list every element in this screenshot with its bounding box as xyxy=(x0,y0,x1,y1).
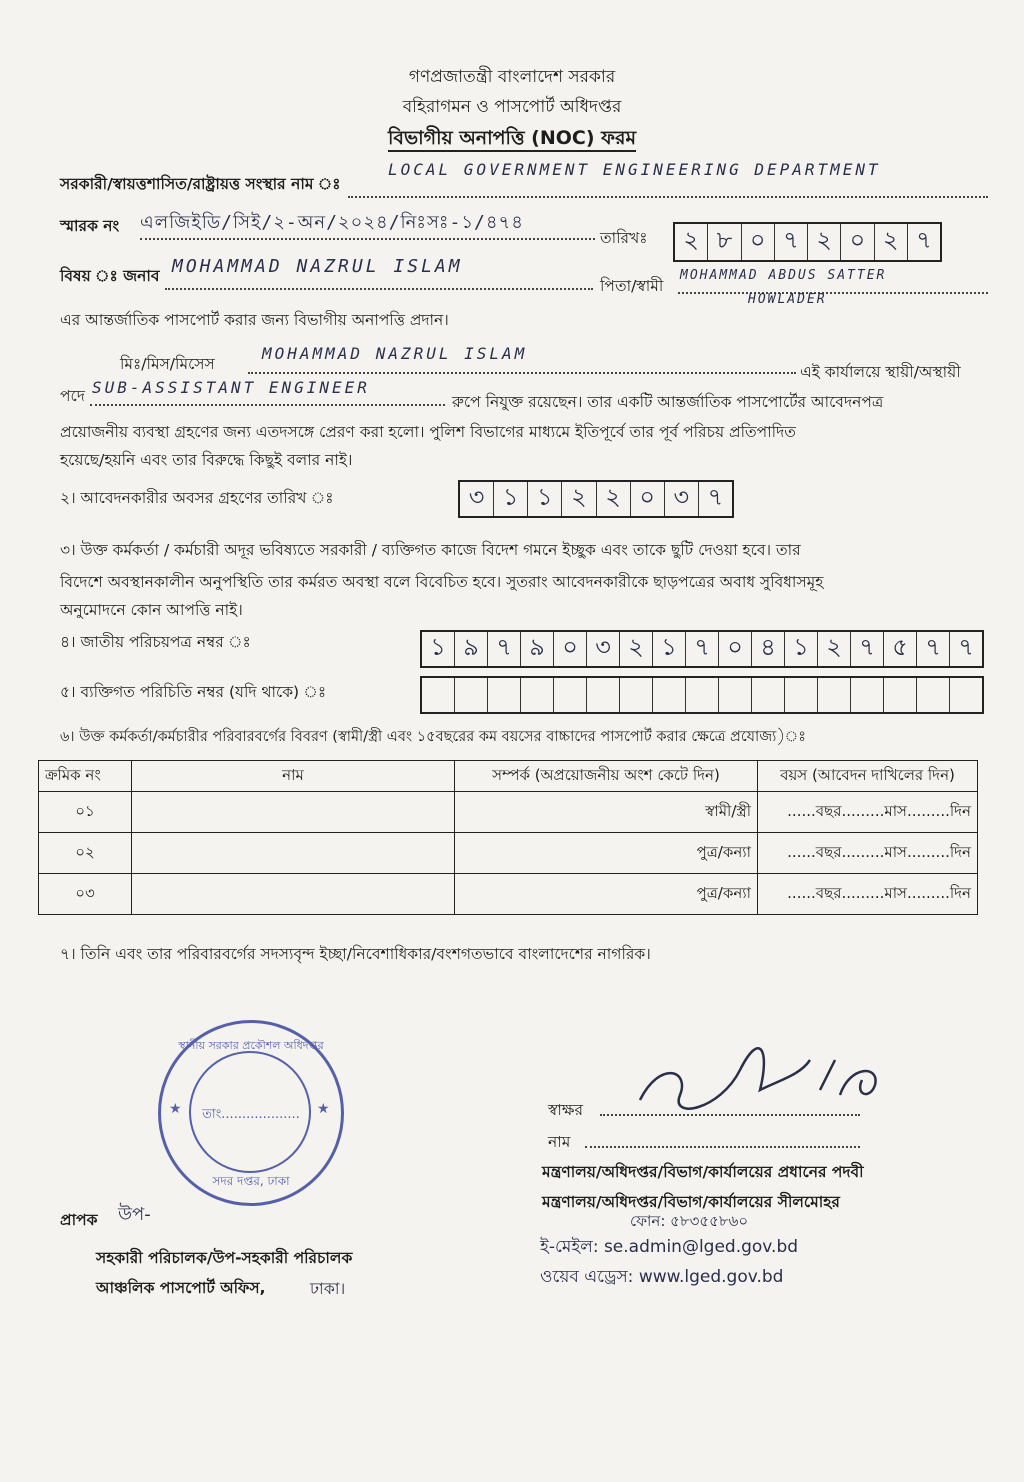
item7: ৭। তিনি এবং তার পরিবারবর্গের সদস্যবৃন্দ ইচ্ছা/নিবেশাধিকার/বংশগতভাবে বাংলাদেশের নাগরিক। xyxy=(60,945,651,963)
body-line4: হয়েছে/হয়নি এবং তার বিরুদ্ধে কিছুই বলার নাই। xyxy=(60,451,353,469)
pid-box xyxy=(455,678,488,712)
recipient-line1: সহকারী পরিচালক/উপ-সহকারী পরিচালক xyxy=(96,1249,353,1267)
nid-digit: ৫ xyxy=(884,632,917,666)
row-serial: ০১ xyxy=(39,792,132,833)
nid-digit: ২ xyxy=(818,632,851,666)
name-suffix: এই কার্যালয়ে স্থায়ী/অস্থায়ী xyxy=(800,363,961,381)
pid-boxes xyxy=(420,676,984,714)
seal-bottom-text: সদর দপ্তর, ঢাকা xyxy=(212,1174,290,1188)
table-row xyxy=(39,792,978,833)
col-name: নাম xyxy=(132,761,455,792)
handwritten-signature xyxy=(630,1040,900,1130)
pid-box xyxy=(752,678,785,712)
seal-date: তাং................... xyxy=(202,1107,300,1122)
row-name xyxy=(132,792,455,833)
nid-digit: ১ xyxy=(785,632,818,666)
date-digit: ২ xyxy=(875,224,908,260)
subject-value: MOHAMMAD NAZRUL ISLAM xyxy=(172,256,463,277)
nid-digit: ৯ xyxy=(455,632,488,666)
item3-line1: ৩। উক্ত কর্মকর্তা / কর্মচারী অদূর ভবিষ্যতে সরকারী / ব্যক্তিগত কাজে বিদেশ গমনে ইচ্ছুক এবং তাকে ছুটি দেওয়া হবে। তার xyxy=(60,541,801,559)
row-serial: ০৩ xyxy=(39,874,132,915)
pid-box xyxy=(554,678,587,712)
date-digit: ০ xyxy=(742,224,775,260)
office-underline xyxy=(348,196,988,198)
seal-top-text: স্থানীয় সরকার প্রকৌশল অধিদপ্তর xyxy=(178,1039,324,1052)
row-age: ......বছর.........মাস.........দিন xyxy=(758,792,978,833)
family-table xyxy=(38,760,978,915)
nid-digit: ২ xyxy=(620,632,653,666)
pid-box xyxy=(950,678,982,712)
form-title: বিভাগীয় অনাপত্তি (NOC) ফরম xyxy=(0,124,1024,156)
post-value: SUB-ASSISTANT ENGINEER xyxy=(92,378,370,397)
father-label: পিতা/স্বামী xyxy=(600,277,664,295)
recipient-label: প্রাপক xyxy=(60,1211,98,1229)
star-icon: ★ xyxy=(317,1101,330,1117)
nid-digit: ৭ xyxy=(851,632,884,666)
col-serial: ক্রমিক নং xyxy=(39,761,132,792)
name-label: নাম xyxy=(548,1133,571,1151)
pid-box xyxy=(620,678,653,712)
date-digit: ৮ xyxy=(708,224,741,260)
pid-box xyxy=(521,678,554,712)
date-digit: ৭ xyxy=(775,224,808,260)
row-name xyxy=(132,833,455,874)
nid-boxes xyxy=(420,630,984,668)
nid-digit: ৯ xyxy=(521,632,554,666)
govt-header: গণপ্রজাতন্ত্রী বাংলাদেশ সরকার xyxy=(408,67,616,87)
office-label: সরকারী/স্বায়ত্তশাসিত/রাষ্ট্রায়ত্ত সংস্থার নাম ঃ xyxy=(60,175,341,193)
designation-label: মন্ত্রণালয়/অধিদপ্তর/বিভাগ/কার্যালয়ের প্রধানের পদবী xyxy=(542,1163,864,1181)
post-underline xyxy=(90,404,445,406)
seal-label: মন্ত্রণালয়/অধিদপ্তর/বিভাগ/কার্যালয়ের সীলমোহর xyxy=(542,1193,840,1211)
email: ই-মেইল: se.admin@lged.gov.bd xyxy=(540,1237,799,1257)
date-label: তারিখঃ xyxy=(600,229,648,247)
pid-box xyxy=(422,678,455,712)
pid-box xyxy=(851,678,884,712)
memo-underline xyxy=(140,238,595,240)
body-line3: প্রয়োজনীয় ব্যবস্থা গ্রহণের জন্য এতদসঙ্গে প্রেরণ করা হলো। পুলিশ বিভাগের মাধ্যমে ইতিপূর্বে তার পূর্ব পরিচয় প্রতিপাদিত xyxy=(60,423,796,441)
row-serial: ০২ xyxy=(39,833,132,874)
subject-underline xyxy=(165,288,593,290)
post-suffix: রুপে নিযুক্ত রয়েছেন। তার একটি আন্তর্জাতিক পাসপোর্টের আবেদনপত্র xyxy=(452,393,884,411)
nid-digit: ৪ xyxy=(752,632,785,666)
pid-box xyxy=(488,678,521,712)
nid-digit: ০ xyxy=(554,632,587,666)
subject-label: বিষয় ঃ জনাব xyxy=(60,267,160,285)
pid-box xyxy=(917,678,950,712)
recipient-city: ঢাকা। xyxy=(310,1279,346,1298)
date-digit: ৭ xyxy=(916,226,932,254)
sign-label: স্বাক্ষর xyxy=(548,1101,584,1119)
nid-digit: ৩ xyxy=(587,632,620,666)
pid-box xyxy=(785,678,818,712)
nid-label: ৪। জাতীয় পরিচয়পত্র নম্বর ঃ xyxy=(60,633,251,651)
table-row xyxy=(39,833,978,874)
post-prefix: পদে xyxy=(60,387,85,405)
pid-box xyxy=(719,678,752,712)
recipient-line2: আঞ্চলিক পাসপোর্ট অফিস, xyxy=(96,1279,266,1297)
office-value: LOCAL GOVERNMENT ENGINEERING DEPARTMENT xyxy=(388,160,881,179)
pid-box xyxy=(653,678,686,712)
date-digit: ২ xyxy=(675,224,708,260)
father-underline xyxy=(678,292,988,294)
row-age: ......বছর.........মাস.........দিন xyxy=(758,874,978,915)
date-boxes xyxy=(673,222,942,262)
pid-box xyxy=(587,678,620,712)
family-label: ৬। উক্ত কর্মকর্তা/কর্মচারীর পরিবারবর্গের বিবরণ (স্বামী/স্ত্রী এবং ১৫বছরের কম বয়সের বাচ্চাদের পাসপোর্ট করার ক্ষেত্রে প্রযোজ্য)ঃ xyxy=(60,729,806,745)
nid-digit: ৭ xyxy=(686,632,719,666)
row-relation: পুত্র/কন্যা xyxy=(455,874,758,915)
table-row xyxy=(39,874,978,915)
subject-line2: এর আন্তর্জাতিক পাসপোর্ট করার জন্য বিভাগীয় অনাপত্তি প্রদান। xyxy=(60,311,449,329)
memo-label: স্মারক নং xyxy=(60,217,120,235)
retire-digit: ১ xyxy=(528,482,562,516)
retire-label: ২। আবেদনকারীর অবসর গ্রহণের তারিখ ঃ xyxy=(60,489,334,507)
retire-digit: ২ xyxy=(562,482,596,516)
retire-digit: ৭ xyxy=(707,483,724,511)
pid-label: ৫। ব্যক্তিগত পরিচিতি নম্বর (যদি থাকে) ঃ xyxy=(60,683,327,701)
name-underline-sign xyxy=(585,1146,860,1148)
recipient-handwritten: উপ- xyxy=(118,1204,151,1225)
memo-value: এলজিইডি/সিই/২-অন/২০২৪/নিঃসঃ-১/৪৭৪ xyxy=(140,212,524,233)
retire-digit: ২ xyxy=(597,482,631,516)
pid-box xyxy=(818,678,851,712)
employee-name: MOHAMMAD NAZRUL ISLAM xyxy=(262,344,528,363)
pid-box xyxy=(686,678,719,712)
nid-digit: ১ xyxy=(422,632,455,666)
office-seal-stamp xyxy=(158,1020,344,1206)
item3-line2: বিদেশে অবস্থানকালীন অনুপস্থিতি তার কর্মরত অবস্থা বলে বিবেচিত হবে। সুতরাং আবেদনকারীকে ছাড়পত্রের অবাধ সুবিধাসমূহ xyxy=(60,573,824,591)
pid-box xyxy=(884,678,917,712)
row-name xyxy=(132,874,455,915)
row-age: ......বছর.........মাস.........দিন xyxy=(758,833,978,874)
retire-digit: ০ xyxy=(631,482,665,516)
retire-digit: ১ xyxy=(494,482,528,516)
col-relation: সম্পর্ক (অপ্রয়োজনীয় অংশ কেটে দিন) xyxy=(455,761,758,792)
table-header-row xyxy=(39,761,978,792)
item3-line3: অনুমোদনে কোন আপত্তি নাই। xyxy=(60,601,243,619)
retire-digit: ৩ xyxy=(460,482,494,516)
retire-digit: ৩ xyxy=(665,482,699,516)
phone: ফোন: ৫৮৩৫৫৮৬০ xyxy=(630,1212,749,1230)
father-value-line2: HOWLADER xyxy=(748,292,827,307)
retire-date-boxes xyxy=(458,480,734,518)
nid-digit: ৭ xyxy=(917,632,950,666)
nid-digit: ০ xyxy=(719,632,752,666)
star-icon: ★ xyxy=(169,1101,182,1117)
date-digit: ২ xyxy=(808,224,841,260)
nid-digit: ১ xyxy=(653,632,686,666)
website: ওয়েব এড্রেস: www.lged.gov.bd xyxy=(540,1267,784,1287)
col-age: বয়স (আবেদন দাখিলের দিন) xyxy=(758,761,978,792)
nid-digit: ৭ xyxy=(488,632,521,666)
father-value: MOHAMMAD ABDUS SATTER xyxy=(680,268,887,283)
department-header: বহিরাগমন ও পাসপোর্ট অধিদপ্তর xyxy=(402,97,622,117)
name-underline xyxy=(248,372,796,374)
row-relation: স্বামী/স্ত্রী xyxy=(455,792,758,833)
nid-digit: ৭ xyxy=(958,633,974,661)
row-relation: পুত্র/কন্যা xyxy=(455,833,758,874)
date-digit: ০ xyxy=(841,224,874,260)
name-prefix: মিঃ/মিস/মিসেস xyxy=(120,355,215,373)
